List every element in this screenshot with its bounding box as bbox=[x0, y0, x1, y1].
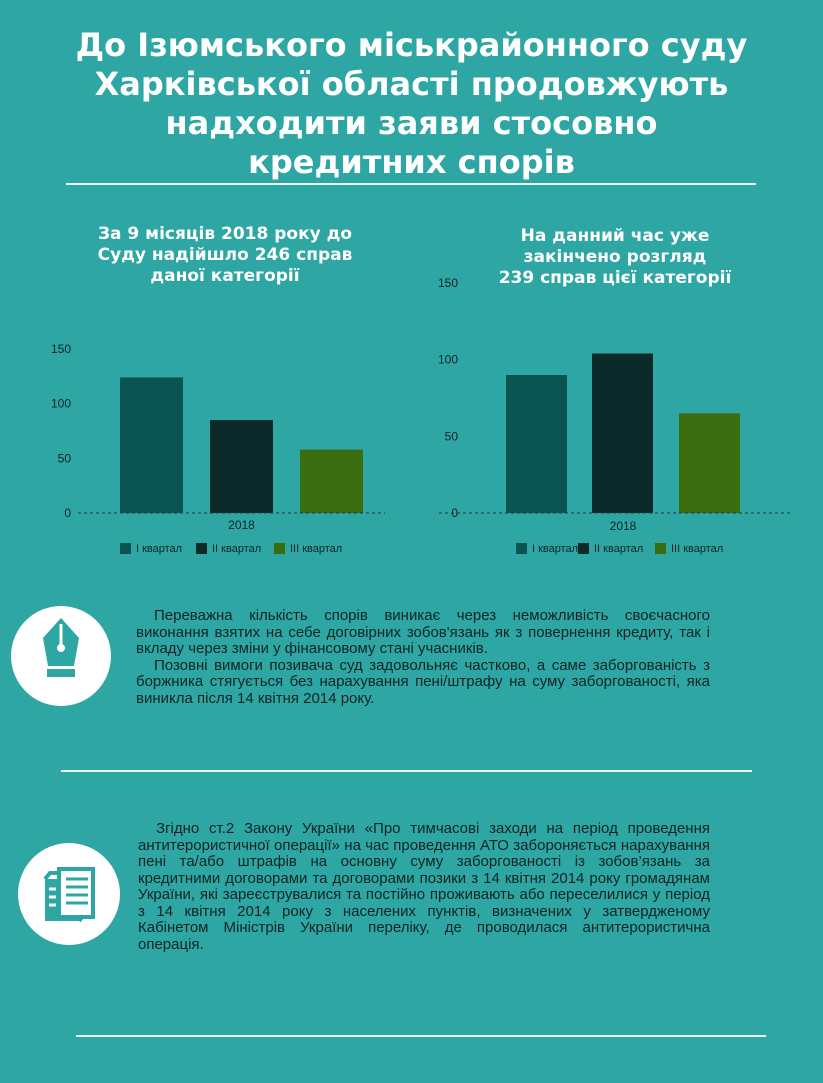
paragraph: Згідно ст.2 Закону України «Про тимчасові заходи на період проведення антитерористичної операції» на час проведення АТО забороняється нарахування пені та/або штрафів на основну суму заборгованості із зобов’язань за кредитними договорами та договорами позики з 14 квітня 2014 року громадянам України, які зареєструвалися та постійно проживають або переселилися у період з 14 квітня 2014 року з населених пунктів, визначених у затвердженому Кабінетом Міністрів України переліку, де проводилася антитерористична операція. bbox=[138, 820, 710, 953]
pen-icon-circle bbox=[11, 606, 111, 706]
chart-2-heading-line: На данний час уже bbox=[520, 226, 710, 246]
bar bbox=[120, 377, 183, 513]
info-text-2 bbox=[138, 821, 710, 953]
legend-swatch bbox=[655, 543, 666, 554]
legend-swatch bbox=[516, 543, 527, 554]
divider bbox=[66, 183, 756, 185]
y-tick-label: 150 bbox=[437, 276, 458, 290]
y-tick-label: 0 bbox=[451, 506, 458, 520]
divider bbox=[61, 770, 752, 772]
title-line: надходити заяви стосовно bbox=[165, 104, 658, 142]
bar bbox=[679, 413, 740, 513]
chart-1-heading-line: За 9 місяців 2018 року до bbox=[97, 224, 353, 244]
x-tick-label: 2018 bbox=[609, 519, 637, 533]
paragraph: Переважна кількість спорів виникає через неможливість своєчасного виконання взятих на себе договірних зобов'язань як з повернення кредиту, так і вкладу через зміни у фінансовому стані учасників. bbox=[136, 607, 710, 657]
y-tick-label: 100 bbox=[50, 396, 71, 411]
legend-swatch bbox=[578, 543, 589, 554]
fountain-pen-nib-icon bbox=[11, 606, 111, 706]
y-tick-label: 50 bbox=[57, 451, 71, 466]
chart-2 bbox=[411, 270, 823, 570]
info-text-1 bbox=[136, 608, 710, 707]
y-tick-label: 0 bbox=[64, 506, 71, 520]
chart-1-heading-line: Суду надійшло 246 справ bbox=[97, 245, 353, 265]
document-icon bbox=[18, 843, 120, 945]
bar bbox=[210, 420, 273, 513]
y-tick-label: 100 bbox=[437, 352, 458, 367]
y-tick-label: 50 bbox=[444, 429, 458, 444]
bar bbox=[506, 375, 567, 513]
legend-label: І квартал bbox=[136, 543, 183, 555]
legend-label: ІІ квартал bbox=[594, 543, 644, 555]
title-line: кредитних спорів bbox=[248, 143, 575, 181]
legend-label: І квартал bbox=[532, 543, 579, 555]
legend-label: ІІ квартал bbox=[212, 543, 262, 555]
title-line: Харківської області продовжують bbox=[94, 65, 729, 103]
legend-swatch bbox=[196, 543, 207, 554]
bar bbox=[300, 450, 363, 513]
chart-1 bbox=[0, 330, 411, 570]
chart-2-heading-line: 239 справ цієї категорії bbox=[498, 268, 732, 288]
legend-label: ІІІ квартал bbox=[290, 543, 343, 555]
document-icon-circle bbox=[18, 843, 120, 945]
x-tick-label: 2018 bbox=[228, 518, 255, 532]
page-title bbox=[10, 26, 813, 182]
legend-swatch bbox=[274, 543, 285, 554]
chart-2-heading-line: закінчено розгляд bbox=[523, 247, 707, 267]
chart-1-heading bbox=[40, 224, 410, 287]
divider bbox=[76, 1035, 766, 1037]
chart-1-heading-line: даної категорії bbox=[150, 266, 300, 286]
y-tick-label: 150 bbox=[50, 342, 71, 356]
legend-swatch bbox=[120, 543, 131, 554]
paragraph: Позовні вимоги позивача суд задовольняє частково, а саме заборгованість з боржника стягується без нарахування пені/штрафу на суму заборгованості, яка виникла після 14 квітня 2014 року. bbox=[136, 656, 710, 707]
legend-label: ІІІ квартал bbox=[671, 543, 724, 555]
bar bbox=[592, 354, 653, 513]
title-line: До Ізюмського міськрайонного суду bbox=[75, 26, 748, 64]
